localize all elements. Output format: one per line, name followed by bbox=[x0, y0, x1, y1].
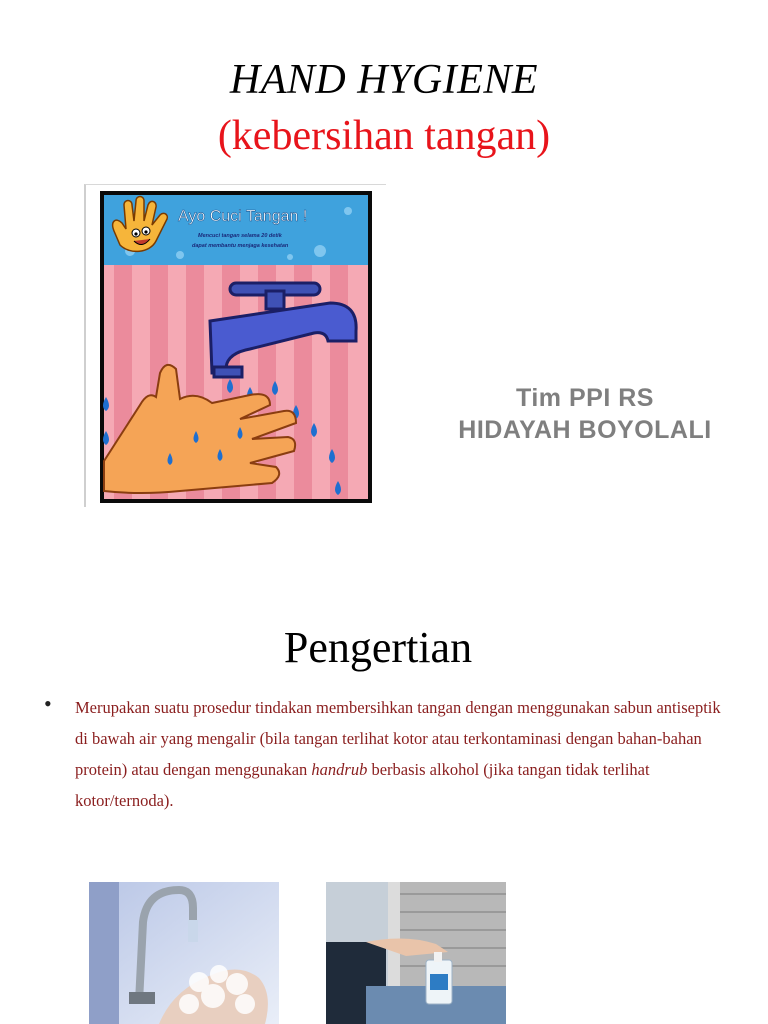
list-item bbox=[44, 692, 734, 816]
poster-headline: Ayo Cuci Tangan ! bbox=[178, 208, 308, 225]
handwashing-poster bbox=[84, 184, 386, 507]
team-credit bbox=[432, 382, 738, 446]
definition-text bbox=[75, 692, 734, 816]
handrub-photo bbox=[326, 882, 506, 1024]
definition-text-part-1: Merupakan suatu prosedur tindakan membersihkan tangan dengan menggunakan sabun antiseptik di bawah air yang mengalir (bila tangan terlihat kotor atau terkontaminasi dengan bahan-bahan protein) atau dengan menggunakan bbox=[75, 698, 721, 779]
page-title: HAND HYGIENE bbox=[229, 57, 539, 103]
bullet-icon: • bbox=[44, 691, 52, 716]
handwashing-photo bbox=[89, 882, 279, 1024]
definition-emphasis: handrub bbox=[311, 760, 368, 779]
handwashing-poster-illustration bbox=[100, 191, 372, 503]
team-line-1: Tim PPI RS bbox=[516, 384, 654, 412]
definition-text-part-2: berbasis alkohol (jika tangan tidak terlihat kotor/ternoda). bbox=[75, 760, 650, 810]
definition-list bbox=[44, 692, 734, 816]
page-subtitle: (kebersihan tangan) bbox=[217, 113, 551, 159]
poster-line-1: Mencuci tangan selama 20 detik bbox=[198, 233, 282, 239]
team-line-2: HIDAYAH BOYOLALI bbox=[458, 416, 712, 444]
section-title: Pengertian bbox=[283, 623, 473, 672]
poster-line-2: dapat membantu menjaga kesehatan bbox=[192, 243, 289, 249]
